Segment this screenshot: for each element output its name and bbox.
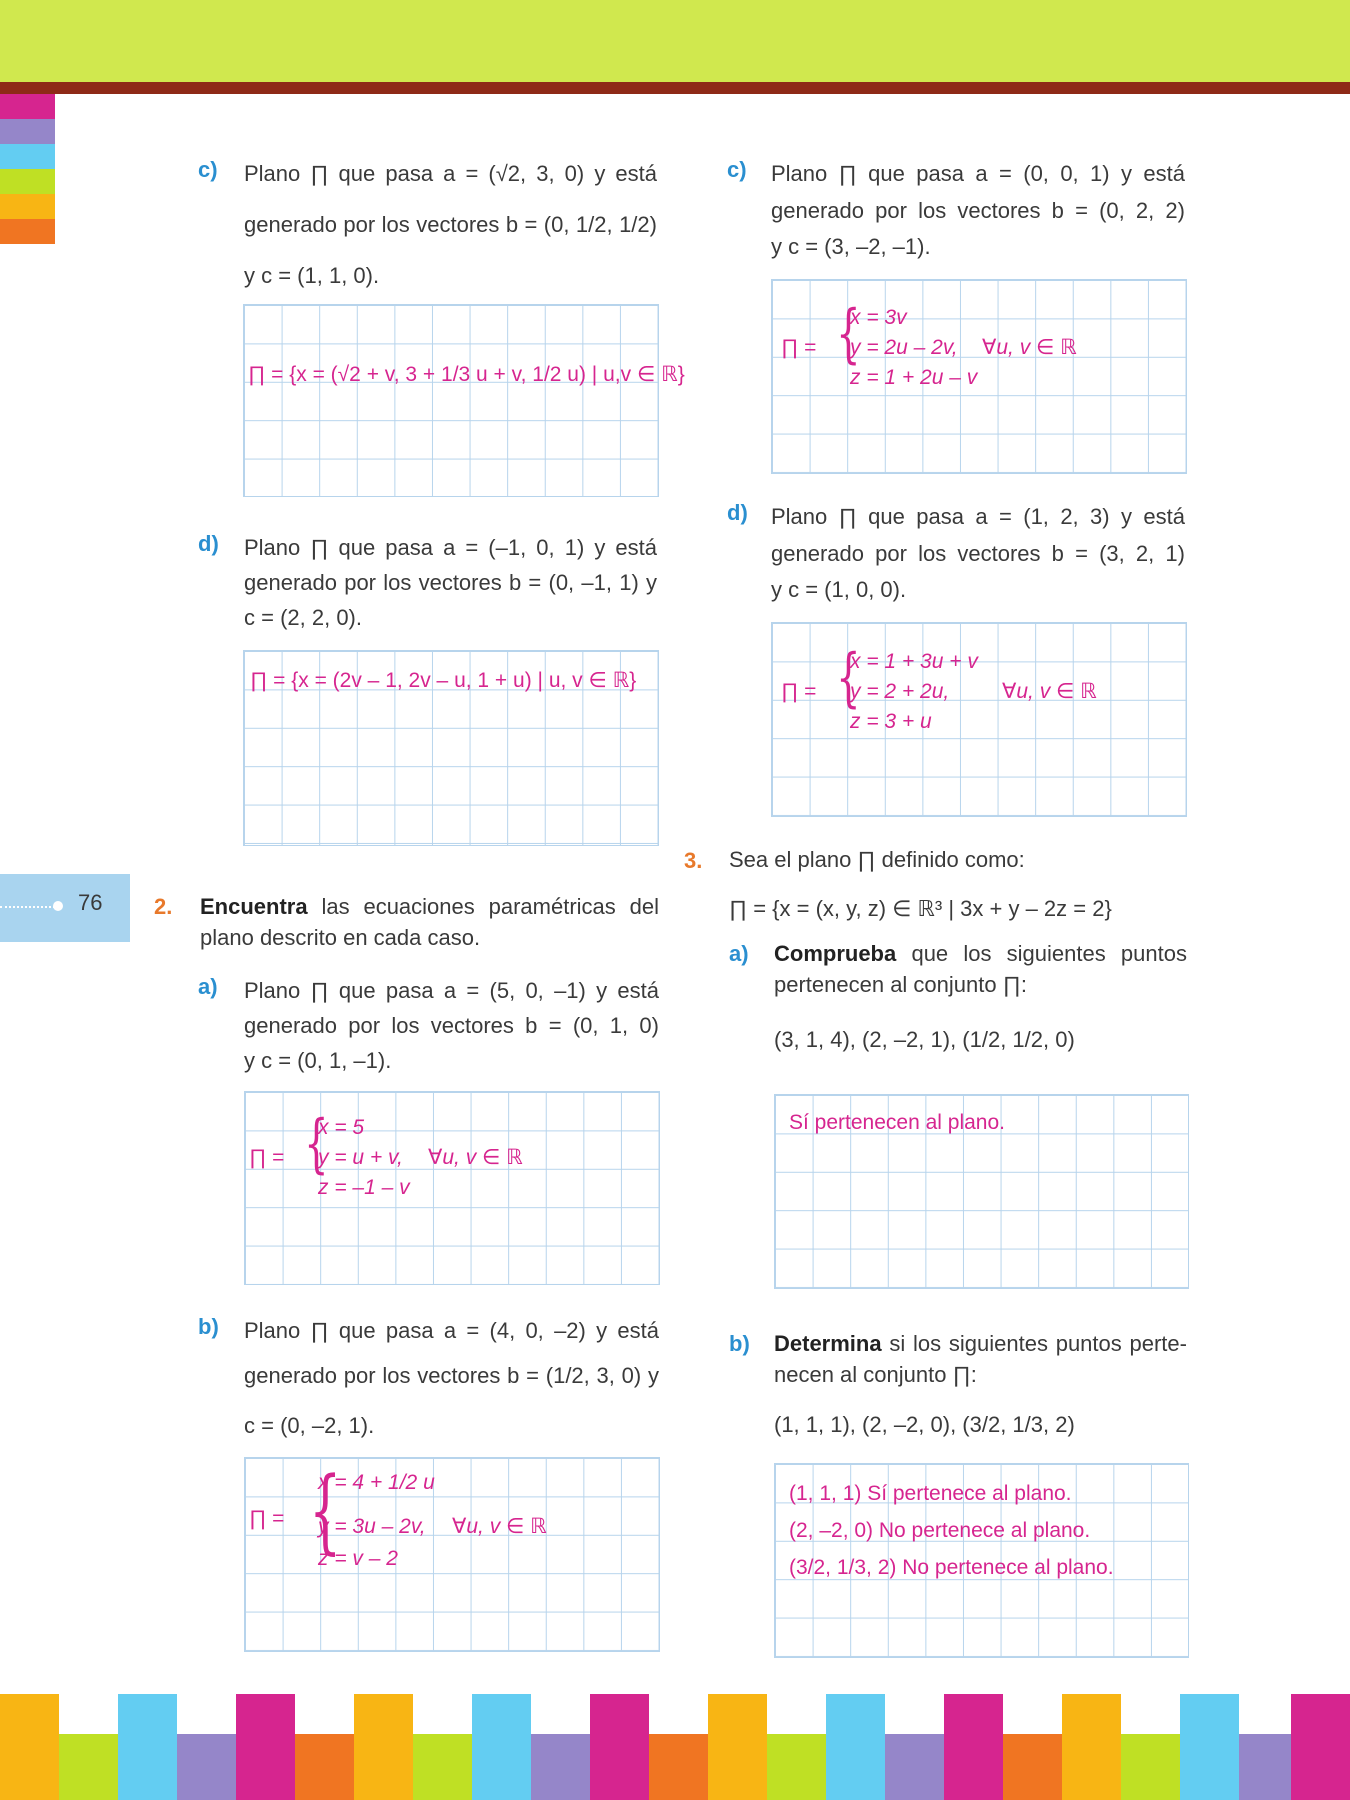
answer-left-a-lhs: ∏ =	[249, 1146, 285, 1169]
answer-right-d-x: x = 1 + 3u + v	[850, 650, 978, 673]
bottom-stripe	[0, 1694, 59, 1800]
exercise-number-2: 2.	[154, 894, 173, 919]
left-a-line3: y c = (0, 1, –1).	[244, 1048, 392, 1073]
answer-left-d: ∏ = {x = (2v – 1, 2v – u, 1 + u) | u, v ∈ ℝ}	[250, 669, 637, 692]
answer-grid-left-b	[244, 1457, 660, 1652]
exercise-3-definition: ∏ = {x = (x, y, z) ∈ ℝ³ | 3x + y – 2z = 2}	[729, 896, 1112, 921]
page-number: 76	[78, 890, 103, 915]
right-d-line2: generado por los vectores b = (3, 2, 1)	[771, 541, 1185, 566]
left-a-line2: generado por los vectores b = (0, 1, 0)	[244, 1013, 659, 1038]
bottom-stripe	[472, 1694, 531, 1800]
right-c-line1: Plano ∏ que pasa a = (0, 0, 1) y está	[771, 161, 1185, 186]
bottom-stripe	[1239, 1734, 1298, 1800]
answer-left-c: ∏ = {x = (√2 + v, 3 + 1/3 u + v, 1/2 u) | u,v ∈ ℝ}	[248, 363, 685, 386]
answer-right-c-z: z = 1 + 2u – v	[850, 366, 978, 389]
answer-right-c-lhs: ∏ =	[781, 336, 817, 359]
item-label-left-c: c)	[198, 157, 218, 182]
item-label-right-a: a)	[729, 941, 749, 966]
answer-left-a-y: y = u + v,	[318, 1146, 403, 1169]
answer-right-d-z: z = 3 + u	[850, 710, 932, 733]
bottom-stripe	[1121, 1734, 1180, 1800]
bottom-stripe	[944, 1694, 1003, 1800]
item-label-right-b: b)	[729, 1331, 750, 1356]
answer-grid-right-c	[771, 279, 1187, 474]
right-a-line2: pertenecen al conjunto ∏:	[774, 972, 1027, 997]
bottom-stripe	[236, 1694, 295, 1800]
answer-right-c-x: x = 3v	[850, 306, 907, 329]
right-d-line3: y c = (1, 0, 0).	[771, 577, 907, 602]
bottom-stripe	[767, 1734, 826, 1800]
side-tab-cyan	[0, 144, 55, 169]
page-number-tag	[0, 874, 130, 942]
bottom-stripe	[590, 1694, 649, 1800]
left-c-line2: generado por los vectores b = (0, 1/2, 1/2)	[244, 212, 657, 237]
answer-grid-left-c	[243, 304, 659, 497]
side-tab-purple	[0, 119, 55, 144]
answer-right-b-1: (1, 1, 1) Sí pertenece al plano.	[789, 1482, 1072, 1505]
bottom-stripe	[59, 1734, 118, 1800]
answer-right-a: Sí pertenecen al plano.	[789, 1111, 1005, 1134]
bottom-stripe	[826, 1694, 885, 1800]
bottom-stripe	[531, 1734, 590, 1800]
page-number-dots	[0, 906, 55, 908]
answer-left-a-z: z = –1 – v	[318, 1176, 410, 1199]
answer-grid-right-d	[771, 622, 1187, 817]
left-c-line1: Plano ∏ que pasa a = (√2, 3, 0) y está	[244, 161, 657, 186]
exercise-3-intro: Sea el plano ∏ definido como:	[729, 847, 1025, 872]
exercise-number-3: 3.	[684, 848, 703, 873]
bottom-stripe	[1062, 1694, 1121, 1800]
exercise-2-line1: Encuentra las ecuaciones paramétricas del	[200, 894, 659, 919]
right-c-line3: y c = (3, –2, –1).	[771, 234, 931, 259]
answer-left-b-y: y = 3u – 2v,	[318, 1515, 426, 1538]
left-d-line3: c = (2, 2, 0).	[244, 605, 362, 630]
answer-left-a-brace: {	[304, 1107, 329, 1181]
left-b-line1: Plano ∏ que pasa a = (4, 0, –2) y está	[244, 1318, 659, 1343]
answer-right-d-forall: ∀u, v ∈ ℝ	[1002, 680, 1097, 703]
bottom-stripe	[885, 1734, 944, 1800]
answer-left-b-lhs: ∏ =	[249, 1507, 285, 1530]
right-b-line2: necen al conjunto ∏:	[774, 1362, 977, 1387]
right-a-points: (3, 1, 4), (2, –2, 1), (1/2, 1/2, 0)	[774, 1027, 1075, 1052]
answer-right-b-2: (2, –2, 0) No pertenece al plano.	[789, 1519, 1091, 1542]
left-b-line3: c = (0, –2, 1).	[244, 1413, 375, 1438]
page-number-dot	[53, 901, 63, 911]
top-dark-line	[0, 82, 1350, 94]
left-c-line3: y c = (1, 1, 0).	[244, 263, 380, 288]
bottom-stripe	[413, 1734, 472, 1800]
answer-right-c-y: y = 2u – 2v,	[850, 336, 958, 359]
answer-right-d-y: y = 2 + 2u,	[850, 680, 950, 703]
right-d-line1: Plano ∏ que pasa a = (1, 2, 3) y está	[771, 504, 1185, 529]
bottom-stripe	[177, 1734, 236, 1800]
bottom-stripe	[118, 1694, 177, 1800]
answer-left-a-x: x = 5	[318, 1116, 365, 1139]
bottom-stripe	[708, 1694, 767, 1800]
bottom-stripe	[354, 1694, 413, 1800]
side-tab-green	[0, 169, 55, 194]
bottom-stripe	[1180, 1694, 1239, 1800]
exercise-2-line2: plano descrito en cada caso.	[200, 925, 481, 950]
answer-right-d-lhs: ∏ =	[781, 680, 817, 703]
right-b-line1: Determina si los siguientes puntos perte-	[774, 1331, 1187, 1356]
answer-right-d-brace: {	[836, 641, 861, 715]
right-b-points: (1, 1, 1), (2, –2, 0), (3/2, 1/3, 2)	[774, 1412, 1075, 1437]
side-tab-magenta	[0, 94, 55, 119]
answer-left-b-x: x = 4 + 1/2 u	[318, 1471, 435, 1494]
item-label-left-d: d)	[198, 531, 219, 556]
bottom-stripe	[649, 1734, 708, 1800]
left-d-line1: Plano ∏ que pasa a = (–1, 0, 1) y está	[244, 535, 657, 560]
right-c-line2: generado por los vectores b = (0, 2, 2)	[771, 198, 1185, 223]
answer-left-b-forall: ∀u, v ∈ ℝ	[452, 1515, 547, 1538]
left-b-line2: generado por los vectores b = (1/2, 3, 0) y	[244, 1363, 659, 1388]
bottom-stripe	[1291, 1694, 1350, 1800]
item-label-right-d: d)	[727, 500, 748, 525]
answer-right-c-forall: ∀u, v ∈ ℝ	[982, 336, 1077, 359]
answer-left-a-forall: ∀u, v ∈ ℝ	[428, 1146, 523, 1169]
answer-left-b-z: z = v – 2	[318, 1547, 398, 1570]
left-d-line2: generado por los vectores b = (0, –1, 1) y	[244, 570, 657, 595]
bottom-stripe	[295, 1734, 354, 1800]
side-tab-orange	[0, 219, 55, 244]
item-label-left-a: a)	[198, 974, 218, 999]
bottom-stripe	[1003, 1734, 1062, 1800]
left-a-line1: Plano ∏ que pasa a = (5, 0, –1) y está	[244, 978, 659, 1003]
side-tab-yellow	[0, 194, 55, 219]
top-color-band	[0, 0, 1350, 82]
answer-left-b-brace: {	[309, 1457, 342, 1564]
answer-right-c-brace: {	[836, 297, 861, 371]
answer-right-b-3: (3/2, 1/3, 2) No pertenece al plano.	[789, 1556, 1114, 1579]
item-label-left-b: b)	[198, 1314, 219, 1339]
item-label-right-c: c)	[727, 157, 747, 182]
right-a-line1: Comprueba que los siguientes puntos	[774, 941, 1187, 966]
